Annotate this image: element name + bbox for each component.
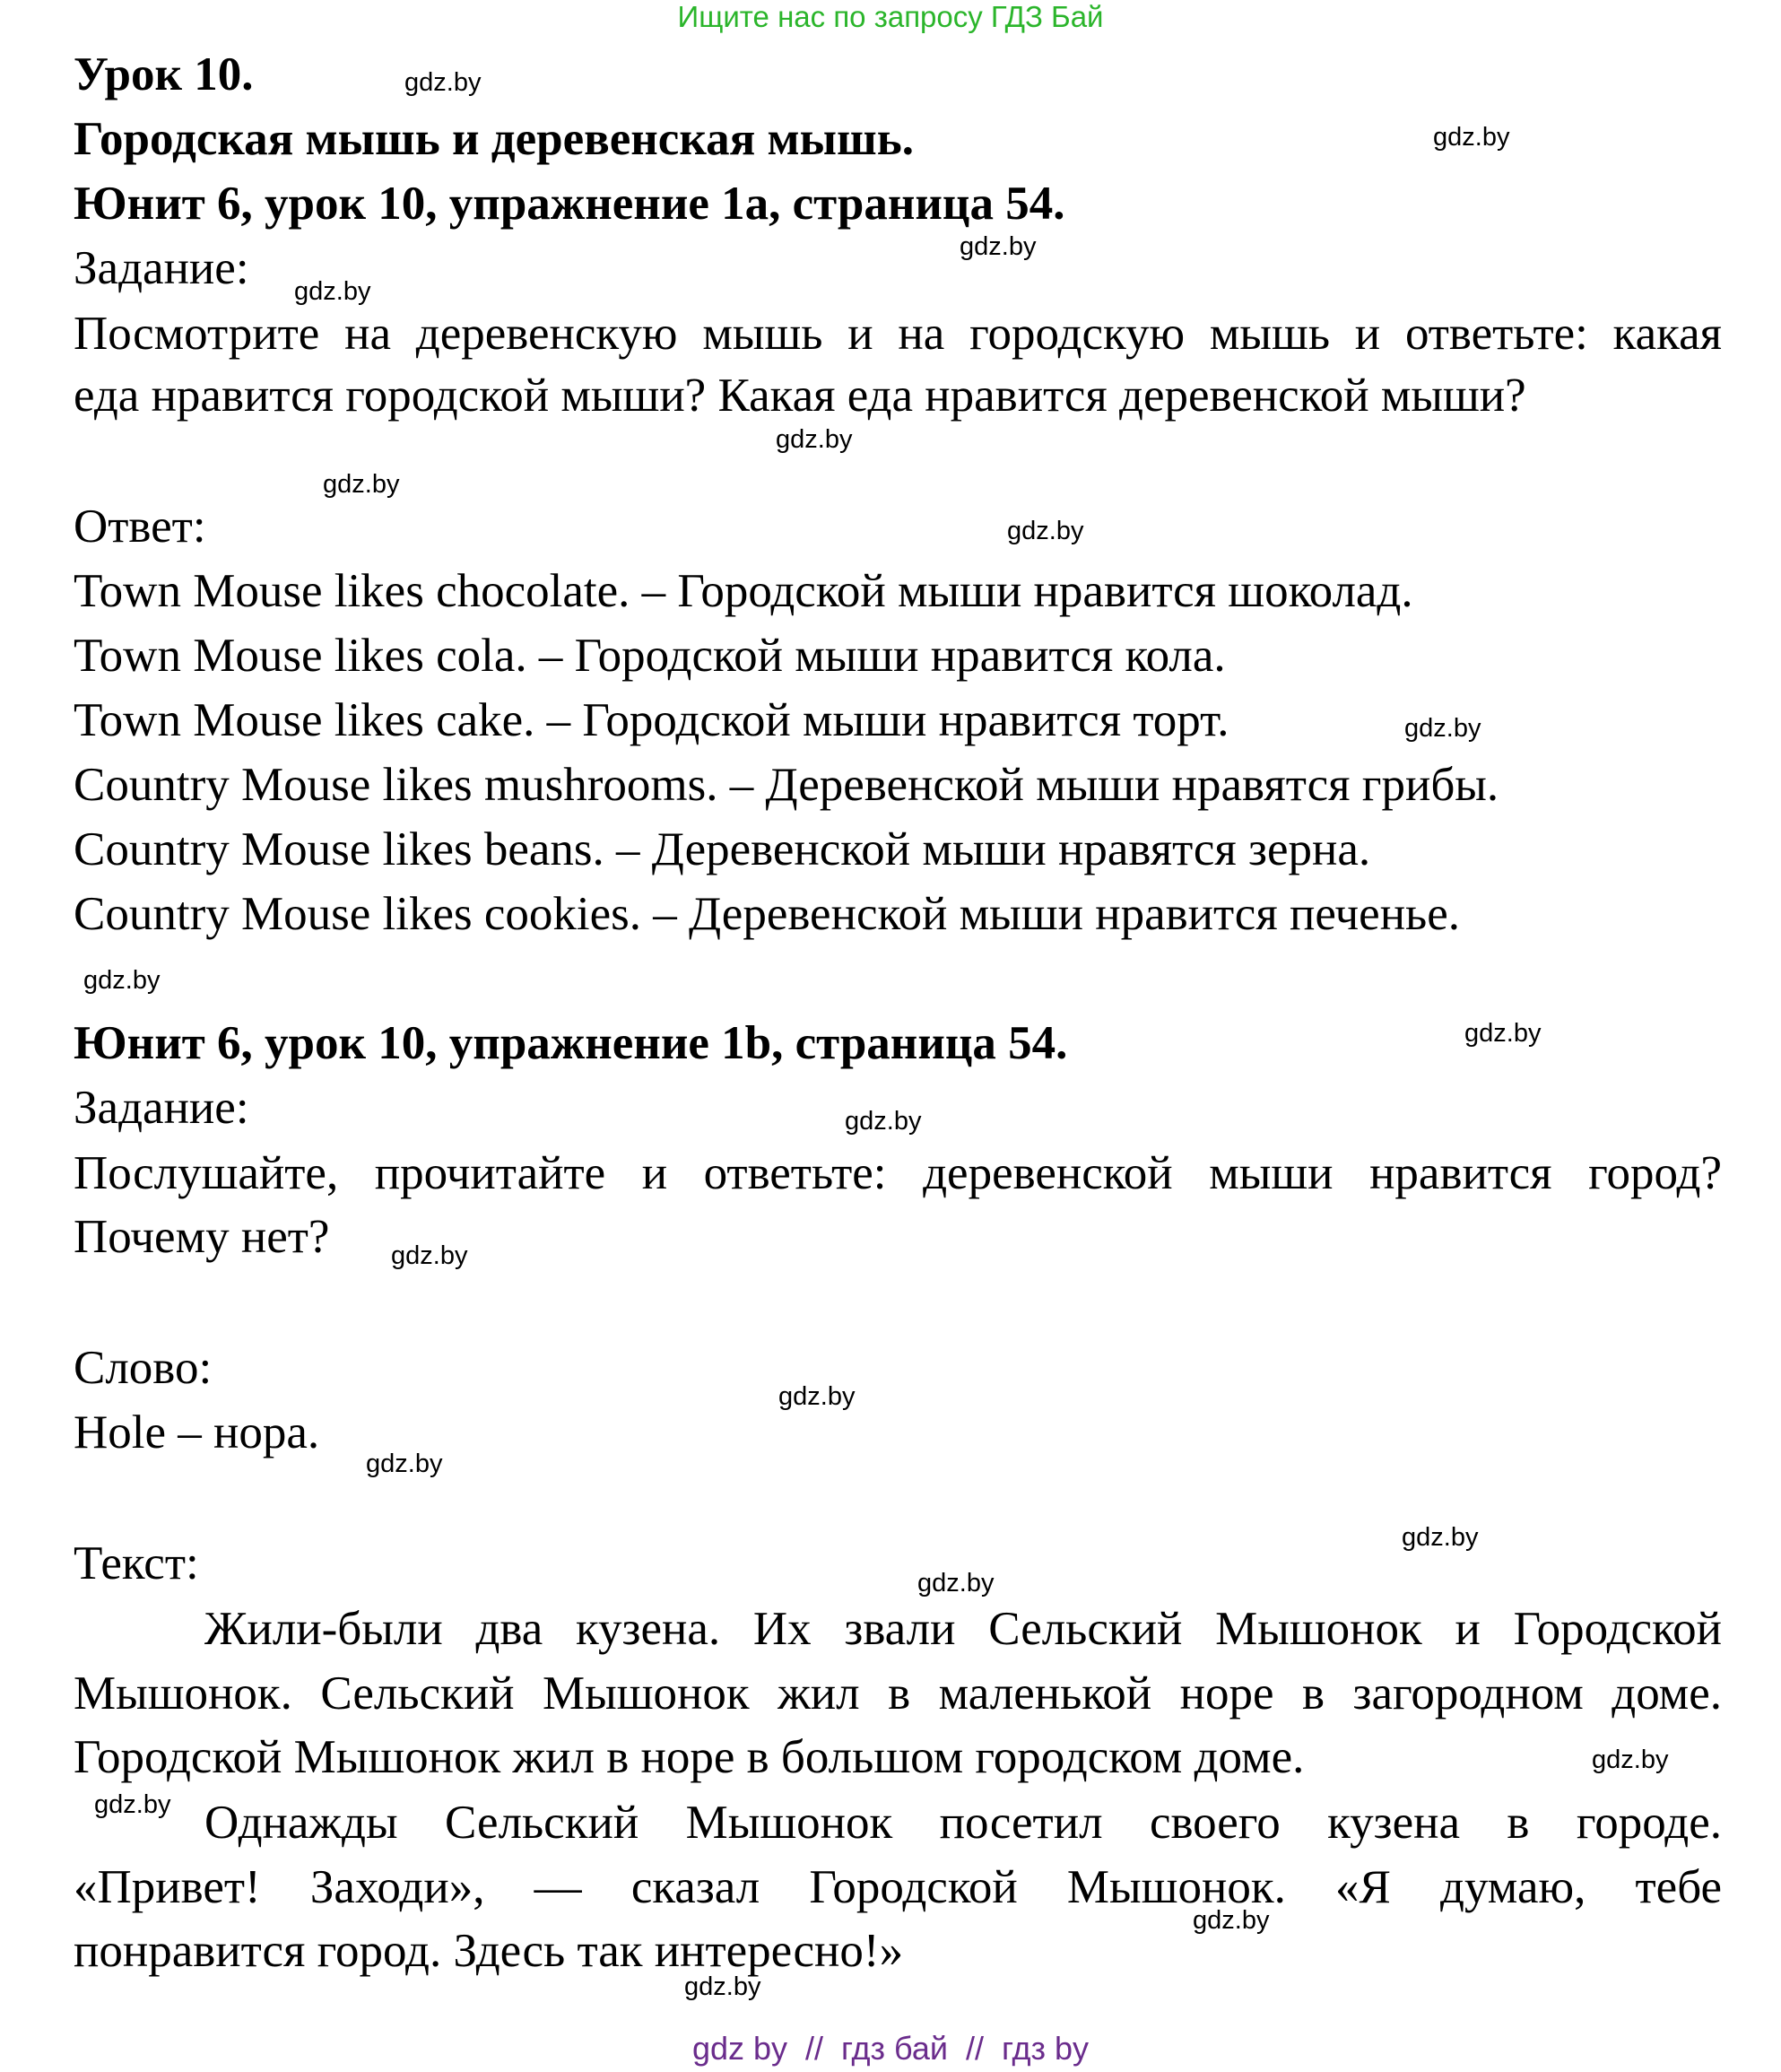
exercise-1a-task-line-1: Посмотрите на деревенскую мышь и на городскую мышь и ответьте: какая bbox=[74, 308, 1722, 360]
watermark: gdz.by bbox=[1404, 714, 1481, 743]
exercise-1a-heading: Юнит 6, урок 10, упражнение 1а, страница 54. bbox=[74, 178, 1065, 230]
word-label: Слово: bbox=[74, 1342, 213, 1394]
watermark: gdz.by bbox=[845, 1107, 922, 1136]
answer-line: Country Mouse likes mushrooms. – Деревенской мыши нравятся грибы. bbox=[74, 759, 1499, 811]
watermark: gdz.by bbox=[83, 966, 161, 995]
watermark: gdz.by bbox=[391, 1241, 468, 1270]
lesson-subtitle: Городская мышь и деревенская мышь. bbox=[74, 113, 914, 165]
exercise-1a-task-label: Задание: bbox=[74, 242, 249, 294]
answer-line: Town Mouse likes chocolate. – Городской мыши нравится шоколад. bbox=[74, 565, 1413, 617]
text-paragraph-line: «Привет! Заходи», — сказал Городской Мышонок. «Я думаю, тебе bbox=[74, 1861, 1722, 1913]
watermark: gdz.by bbox=[323, 470, 400, 499]
word-entry: Hole – нора. bbox=[74, 1406, 320, 1458]
top-banner: Ищите нас по запросу ГДЗ Бай bbox=[677, 0, 1104, 33]
watermark: gdz.by bbox=[1433, 123, 1510, 152]
answer-line: Town Mouse likes cake. – Городской мыши нравится торт. bbox=[74, 694, 1229, 746]
watermark: gdz.by bbox=[1592, 1746, 1669, 1774]
watermark: gdz.by bbox=[960, 232, 1037, 261]
exercise-1b-task-line-2: Почему нет? bbox=[74, 1211, 330, 1263]
lesson-title: Урок 10. bbox=[74, 48, 254, 100]
exercise-1b-task-label: Задание: bbox=[74, 1082, 249, 1134]
watermark: gdz.by bbox=[1193, 1906, 1270, 1935]
answer-line: Country Mouse likes cookies. – Деревенской мыши нравится печенье. bbox=[74, 888, 1461, 940]
watermark: gdz.by bbox=[776, 425, 853, 454]
watermark: gdz.by bbox=[917, 1569, 995, 1598]
watermark: gdz.by bbox=[684, 1972, 761, 2001]
exercise-1b-heading: Юнит 6, урок 10, упражнение 1b, страница 54. bbox=[74, 1017, 1068, 1069]
watermark: gdz.by bbox=[94, 1790, 171, 1819]
watermark: gdz.by bbox=[404, 68, 482, 97]
text-paragraph-line: Мышонок. Сельский Мышонок жил в маленькой норе в загородном доме. bbox=[74, 1667, 1722, 1719]
watermark: gdz.by bbox=[1007, 517, 1084, 545]
watermark: gdz.by bbox=[1402, 1523, 1479, 1552]
exercise-1a-task-line-2: еда нравится городской мыши? Какая еда нравится деревенской мыши? bbox=[74, 370, 1526, 422]
watermark: gdz.by bbox=[294, 277, 371, 306]
watermark: gdz.by bbox=[366, 1450, 443, 1478]
text-paragraph-line: Однажды Сельский Мышонок посетил своего кузена в городе. bbox=[204, 1797, 1722, 1849]
exercise-1a-answer-label: Ответ: bbox=[74, 501, 206, 553]
watermark: gdz.by bbox=[1464, 1019, 1542, 1048]
answer-line: Country Mouse likes beans. – Деревенской мыши нравятся зерна. bbox=[74, 823, 1371, 875]
watermark: gdz.by bbox=[778, 1382, 856, 1411]
text-label: Текст: bbox=[74, 1537, 199, 1589]
text-paragraph-line: Жили-были два кузена. Их звали Сельский Мышонок и Городской bbox=[204, 1603, 1722, 1655]
footer-links: gdz by // гдз бай // гдз by bbox=[691, 2030, 1090, 2067]
text-paragraph-line: Городской Мышонок жил в норе в большом городском доме. bbox=[74, 1731, 1305, 1783]
answer-line: Town Mouse likes cola. – Городской мыши нравится кола. bbox=[74, 630, 1226, 682]
exercise-1b-task-line-1: Послушайте, прочитайте и ответьте: деревенской мыши нравится город? bbox=[74, 1147, 1722, 1199]
text-paragraph-line: понравится город. Здесь так интересно!» bbox=[74, 1925, 904, 1977]
